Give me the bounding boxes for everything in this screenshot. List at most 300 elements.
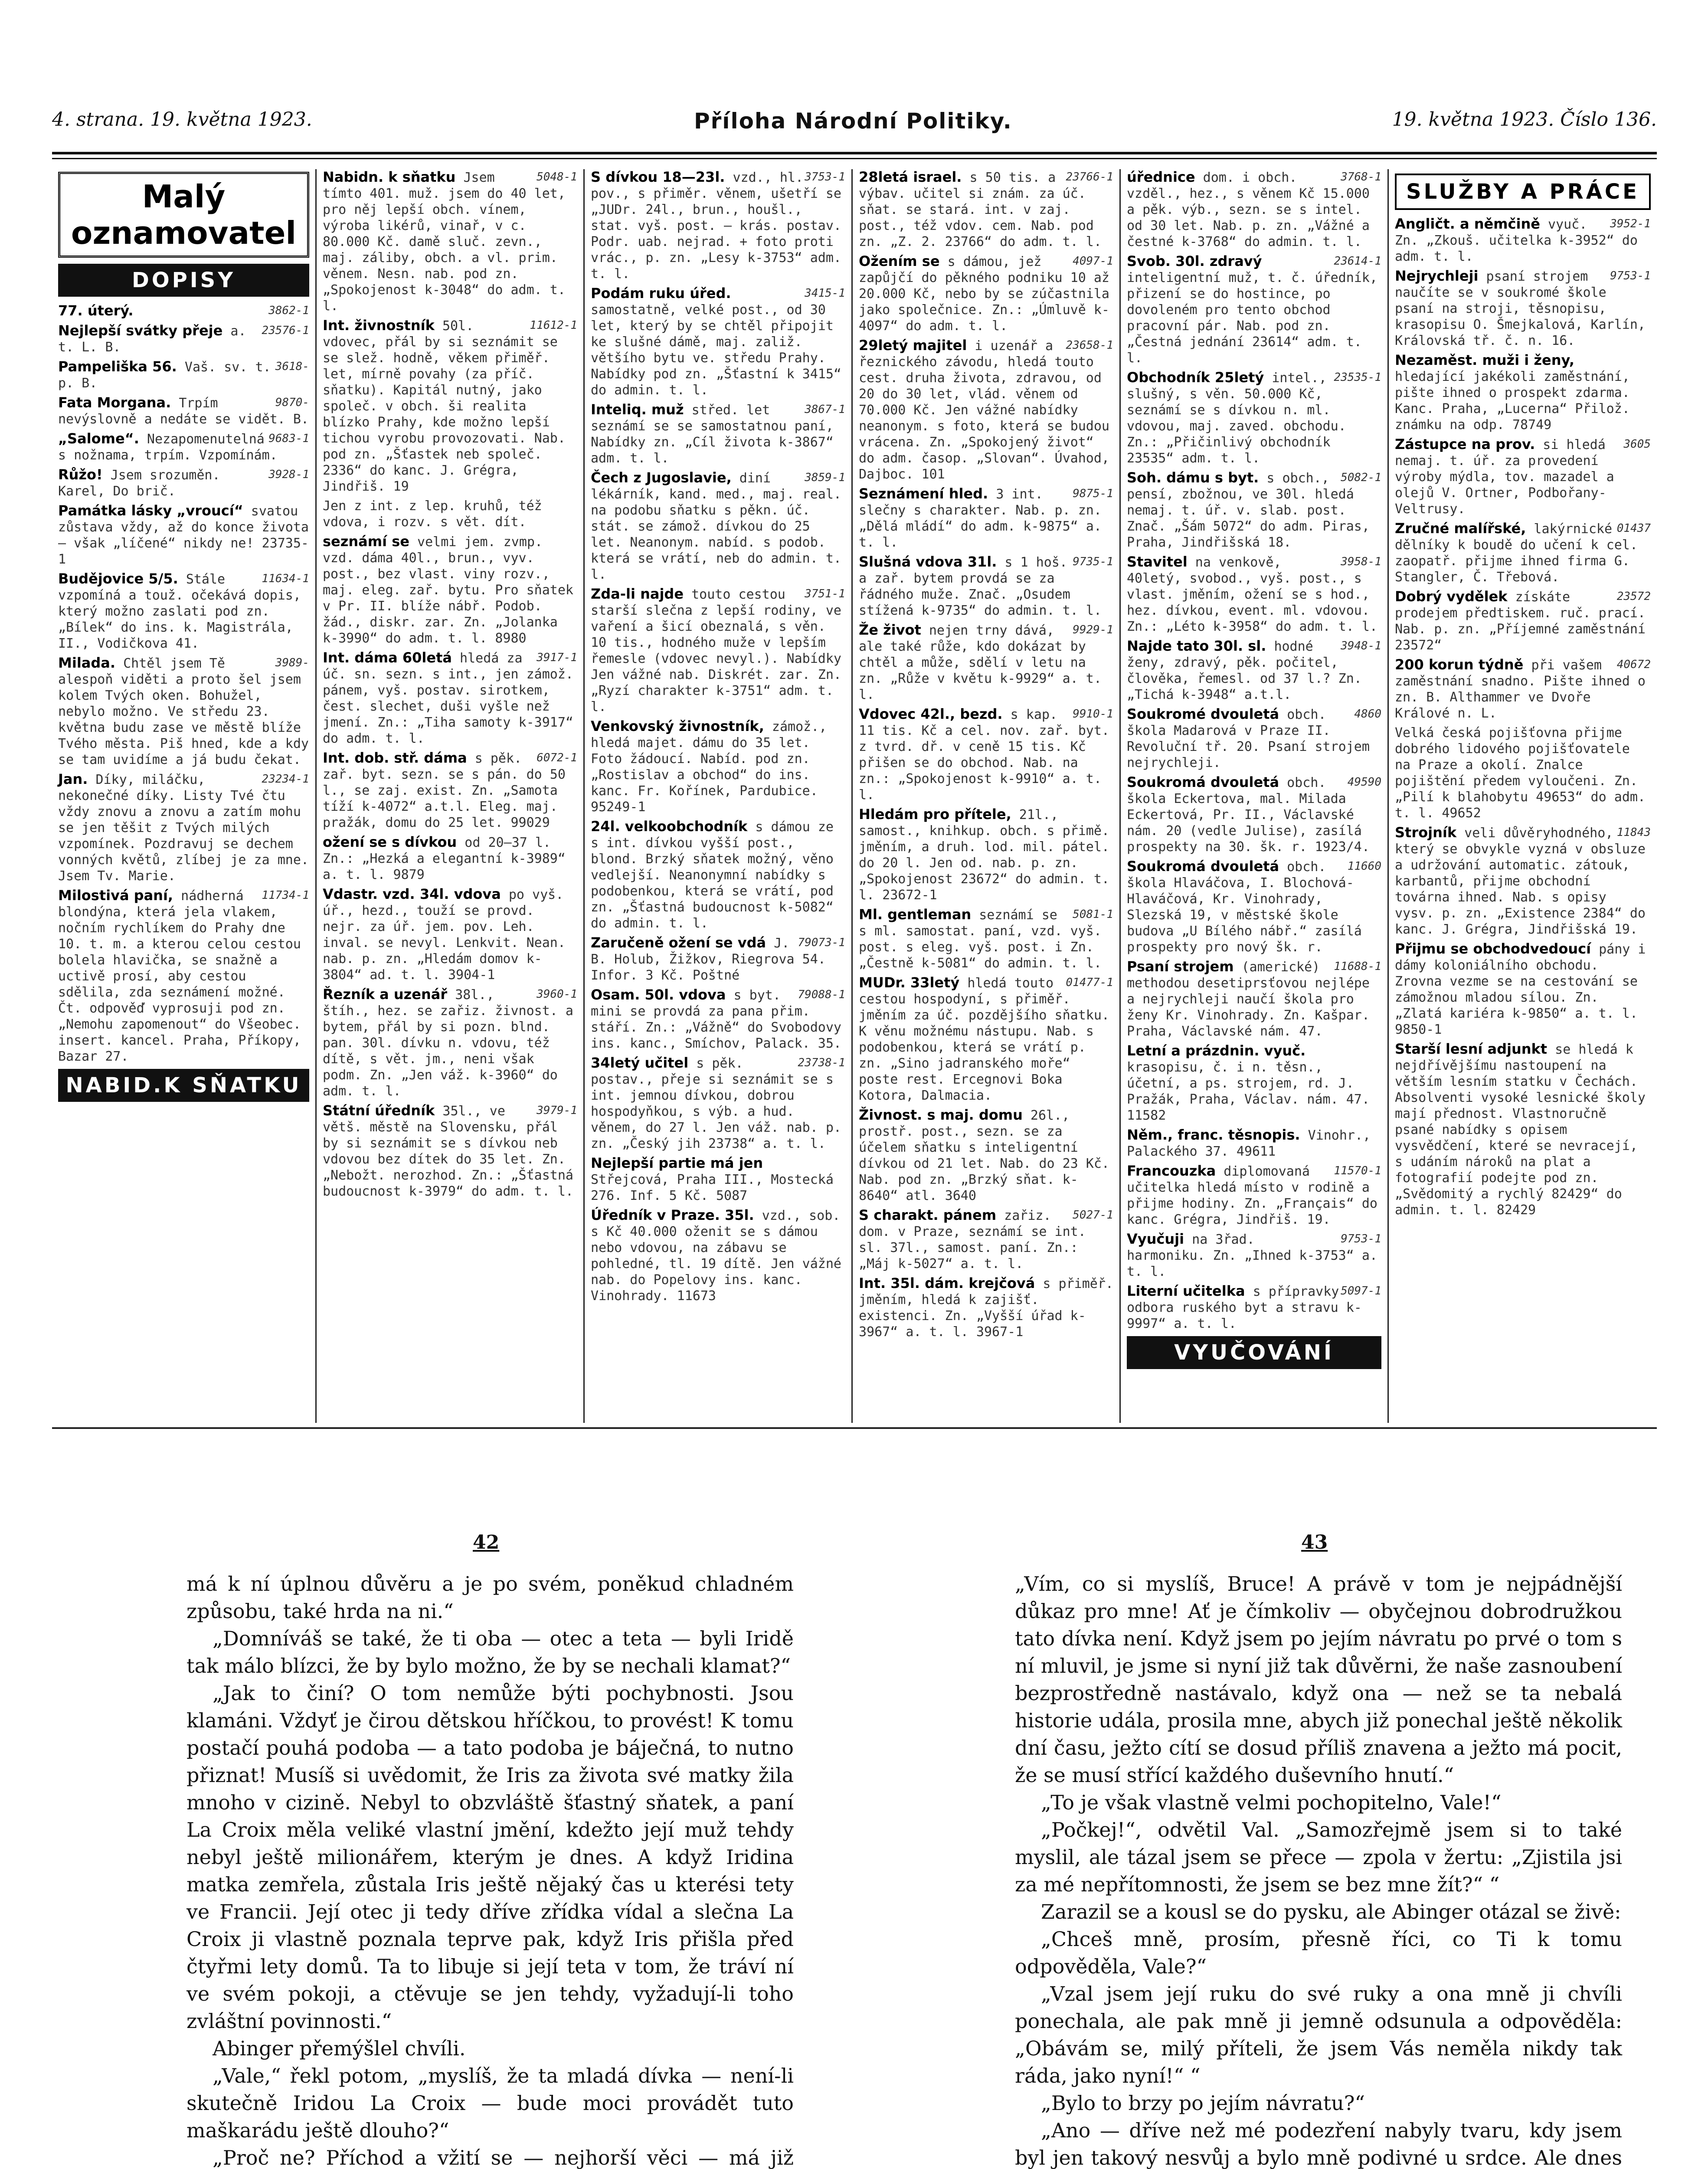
story-left-column xyxy=(187,1570,794,2169)
ad-title: Vyučuji xyxy=(1127,1231,1184,1247)
ad-code: 01477-1 xyxy=(1066,976,1113,989)
ad-title: Soukromá dvouletá xyxy=(1127,774,1279,790)
ad-body: dom. i obch. vzděl., hez., s věnem Kč 15.000 a pěk. výb., sezn. se s intel. od 30 let. Nab. p. zn. „Vážné a čestné k-3768“ do admin. t. l. xyxy=(1127,170,1370,249)
ad-title: Angličt. a němčině xyxy=(1395,216,1540,232)
ad-body: touto cestou starší slečna z lepší rodiny, ve vaření a šicí obeznalá, s věn. 10 tis., hodného muže v lepším řemesle (vdovec nevyl.). Nabídky Jen vážné nab. Diskrét. zar. Zn. „Ryzí charakter k-3751“ adm. t. l. xyxy=(591,587,841,714)
ad-body: s pěk. zař. byt. sezn. se s pán. do 50 l., se zaj. exist. Zn. „Samota tíží k-4072“ a.t.l. Eleg. maj. pražák, domu do 25 let. 99029 xyxy=(323,751,566,830)
ad-body: i uzenář a řeznického závodu, hledá touto cest. druha života, zdravou, od 20 do 30 let, vlád. věnem od 70.000 Kč. Jen vážné nabídky neanonym. s foto, která se budou vrácena. Zn. „Spokojený život“ do adm. časop. „Slovan“. Úvahod, Dajboc. 101 xyxy=(859,338,1109,482)
classified-ad xyxy=(591,1207,845,1304)
ad-title: Památka lásky „vroucí“ xyxy=(58,502,243,519)
classified-ad xyxy=(1395,825,1651,937)
ads-column-6 xyxy=(1389,169,1657,1423)
classified-ad xyxy=(1395,725,1651,821)
ad-body: s kap. 11 tis. Kč a cel. nov. zař. byt. z tvrd. dř. v ceně 15 tis. Kč přišen se do obchod. Nab. na zn.: „Spokojenost k-9910“ a. t. l. xyxy=(859,707,1109,803)
ad-title: Inteliq. muž xyxy=(591,401,684,418)
page-number-right: 43 xyxy=(1301,1531,1328,1553)
ad-title: Zda-li najde xyxy=(591,586,684,602)
ad-title: Francouzka xyxy=(1127,1163,1216,1179)
ad-body: s 1 hoš. a zař. bytem provdá se za řádného muže. Znač. „Osudem stížená k-9735“ do admin. t. l. xyxy=(859,555,1102,618)
ad-title: Státní úředník xyxy=(323,1102,435,1119)
ad-code: 9683-1 xyxy=(268,432,309,445)
classified-ad xyxy=(58,655,309,768)
ad-body: hodné ženy, zdravý, pěk. počitel, člověka, řemesl. od 37 l.? Zn. „Tichá k-3948“ a.t.l. xyxy=(1127,639,1362,702)
ad-code: 23576-1 xyxy=(262,324,309,337)
story-paragraph: „Vím, co si myslíš, Bruce! A právě v tom je nejpádnější důkaz pro mne! Ať je čímkoliv — obyčejnou dobrodružkou tato dívka není. Když jsem po jejím návratu po prvé o tom s ní mluvil, je jsme si nyní již tak důvěrni, že naše zasnoubení bezprostředně nastávalo, když ona — než se ta nebalá historie udála, prosila mne, abych již ponechal ještě několik dní času, ježto cítí se dosud příliš znavena a ježto má pocit, že se musí střící každého duševního hnutí.“ xyxy=(1015,1572,1622,1787)
classified-ad xyxy=(859,337,1113,482)
ad-body: nádherná blondýna, která jela vlakem, nočním rychlíkem do Prahy dne 10. t. m. a kterou celou cestou bolela hlavička, se snažně a uctivě prosí, aby cestou sdělila, zda seznámení možné. Čt. odpověď vyprosuji pod zn. „Nemohu zapomenout“ do Všeobec. insert. kancel. Praha, Příkopy, Bazar 27. xyxy=(58,888,301,1064)
ad-title: Živnost. s maj. domu xyxy=(859,1107,1023,1123)
ad-body: psaní strojem naučíte se v soukromé škole psaní na stroji, těsnopisu, krasopisu O. Šmejkalová, Karlín, Královská tř. č. n. 16. xyxy=(1395,269,1646,348)
ad-title: Růžo! xyxy=(58,466,103,483)
ad-title: S dívkou 18—23l. xyxy=(591,169,725,185)
classified-ad xyxy=(1127,706,1381,771)
ad-body: hledající jakékoli zaměstnání, pište ihned o prospekt zdarma. Kanc. Praha, „Lucerna“ Přilož. známku na odp. 78749 xyxy=(1395,369,1630,432)
classified-ad xyxy=(591,586,845,715)
ad-body: Trpím nevýslovně a nedáte se vidět. B. xyxy=(58,396,309,427)
ad-body: velmi jem. zvmp. vzd. dáma 40l., brun., vyv. post., bez vlast. viny rozv., maj. eleg. zař. bytu. Pro sňatek v Pr. II. blíže nábř. Podob. žád., diskr. zar. Zn. „Jolanka k-3990“ do adm. t. l. 8980 xyxy=(323,534,573,646)
ad-code: 3605 xyxy=(1623,438,1651,451)
ad-code: 3859-1 xyxy=(805,471,845,484)
ad-title: Vdovec 42l., bezd. xyxy=(859,706,1003,722)
ad-code: 5048-1 xyxy=(537,170,577,183)
ad-body: lakýrnické dělníky k boudě do učení k cel. zaopatř. přijme ihned firma G. Stangler, Č. Třebová. xyxy=(1395,521,1638,585)
ad-title: Dobrý vydělek xyxy=(1395,588,1508,605)
ad-title: Pampeliška 56. xyxy=(58,358,177,375)
ad-code: 23766-1 xyxy=(1066,170,1113,183)
classified-ad xyxy=(1127,1283,1381,1332)
classified-ad xyxy=(1127,1231,1381,1280)
classified-ad xyxy=(591,718,845,815)
ad-code: 4860 xyxy=(1354,708,1381,721)
header-rule xyxy=(52,152,1657,154)
ad-code: 3862-1 xyxy=(268,304,309,317)
ad-title: Budějovice 5/5. xyxy=(58,570,178,587)
ad-body: od 20—37 l. Zn.: „Hezká a elegantní k-3989“ a. t. l. 9879 xyxy=(323,835,566,882)
classified-ad xyxy=(58,503,309,567)
classified-ad xyxy=(859,1275,1113,1340)
ad-code: 4097-1 xyxy=(1073,255,1113,268)
ad-code: 3979-1 xyxy=(537,1104,577,1117)
section-banner-vyucovani: VYUČOVÁNÍ xyxy=(1127,1336,1381,1369)
ad-code: 01437 xyxy=(1616,522,1651,535)
ad-title: Úředník v Praze. 35l. xyxy=(591,1207,754,1223)
ad-code: 23614-1 xyxy=(1334,255,1381,268)
header-right: 19. května 1923. Číslo 136. xyxy=(1392,108,1657,131)
ad-body: samostatně, velké post., od 30 let, který by se chtěl připojit ke slušné dámě, maj. zaliž. většího bytu ve. středu Prahy. Nabídky pod zn. „Šťastní k 3415“ do admin. t. l. xyxy=(591,302,841,398)
page-header xyxy=(52,108,1657,147)
ad-code: 11660 xyxy=(1347,860,1381,873)
classified-ad xyxy=(1127,554,1381,635)
page-number-left: 42 xyxy=(473,1531,500,1553)
ad-title: seznámí se xyxy=(323,533,409,550)
classified-ad xyxy=(1395,216,1651,265)
ad-title: Starší lesní adjunkt xyxy=(1395,1041,1548,1057)
masthead-line-1: Malý xyxy=(142,178,226,215)
classified-ad xyxy=(1127,253,1381,366)
ad-body: diplomovaná učitelka hledá místo v rodině a přijme hodiny. Zn. „Français“ do kanc. Grégra, Jindřiš. 19. xyxy=(1127,1164,1378,1227)
classified-ad xyxy=(1127,470,1381,550)
ad-title: ožení se s dívkou xyxy=(323,834,457,850)
ad-title: Nabidn. k sňatku xyxy=(323,169,456,185)
story-paragraph: „Bylo to brzy po jejím návratu?“ xyxy=(1041,2091,1365,2115)
classified-ad xyxy=(323,318,577,495)
ads-column-4 xyxy=(853,169,1121,1423)
ad-body: 21l., samost., knihkup. obch. s přimě. jměním, a druh. lod. mil. pátel. do 20 l. Jen od. nab. p. zn. „Spokojenost 23672“ do admin. t. l. 23672-1 xyxy=(859,807,1109,903)
classified-ad xyxy=(1127,638,1381,703)
ad-body: zámož., hledá majet. dámu do 35 let. Foto žádoucí. Nabíd. pod zn. „Rostislav a obchod“ do ins. kanc. Fr. Kořínek, Pardubice. 95249-1 xyxy=(591,719,827,815)
ad-body: vzd., hl. pov., s přiměr. věnem, ušetří se „JUDr. 24l., brun., houšl., stat. vyš. post. — krás. postav. Podr. uab. nejrad. + foto proti vrác., p. zn. „Lesy k-3753“ adm. t. l. xyxy=(591,170,841,282)
ad-body: Střejcová, Praha III., Mostecká 276. Inf. 5 Kč. 5087 xyxy=(591,1172,834,1203)
story-paragraph: „Ano — dříve než mé podezření nabyly tvaru, kdy jsem byl jen takový nesvůj a bylo mně podivné u srdce. Ale dnes xyxy=(1015,2119,1622,2169)
classified-ad xyxy=(323,650,577,747)
ad-title: Zaručeně ožení se vdá xyxy=(591,934,766,951)
story-right-column xyxy=(1015,1570,1622,2169)
ad-body: po vyš. úř., hezd., touží se provd. nejr. za úř. jem. pov. Leh. inval. se nevyl. Lenkvit. Nean. nab. p. zn. „Hledám domov k-3804“ ad. t. l. 3904-1 xyxy=(323,887,566,983)
ad-body: 50l. vdovec, přál by si seznámit se se slež. hodně, věkem přiměř. let, mírně povahy (za příč. sňatku). Kapitál nutný, jako společ. v obch. ši realita blízko Prahy, kde možno lepší tichou vyrobu provozovati. Nab. pod zn. „Šťastek neb společ. 2336“ do kanc. J. Grégra, Jindřiš. 19 xyxy=(323,318,566,494)
classified-ad xyxy=(859,169,1113,250)
ad-code: 5097-1 xyxy=(1341,1284,1381,1297)
ad-title: Soh. dámu s byt. xyxy=(1127,469,1259,486)
ad-code: 79073-1 xyxy=(798,936,845,949)
ad-code: 11570-1 xyxy=(1334,1164,1381,1177)
section-banner-sluzby: SLUŽBY A PRÁCE xyxy=(1395,174,1651,210)
ad-title: 200 korun týdně xyxy=(1395,656,1524,673)
classified-ad xyxy=(859,806,1113,903)
ad-title: Něm., franc. těsnopis. xyxy=(1127,1127,1300,1143)
ad-title: Přijmu se obchodvedoucí xyxy=(1395,940,1591,957)
ad-code: 11612-1 xyxy=(530,319,577,332)
classified-ad xyxy=(859,1207,1113,1272)
ad-title: Podám ruku úřed. xyxy=(591,285,731,301)
ad-title: Venkovský živnostník, xyxy=(591,718,764,734)
ad-body: krasopisu, č. i n. těsn., účetní, a ps. strojem, rd. J. Pražák, Praha, Václav. nám. 47. 11582 xyxy=(1127,1060,1370,1123)
classified-ad xyxy=(591,402,845,466)
ad-title: Čech z Jugoslavie, xyxy=(591,469,732,486)
ad-title: úřednice xyxy=(1127,169,1195,185)
classified-ad xyxy=(1395,521,1651,585)
ads-list xyxy=(859,169,1113,1340)
ad-code: 3952-1 xyxy=(1610,217,1651,230)
classified-ad xyxy=(58,771,309,884)
ad-body: s dámou ze s int. dívkou vyšší post., blond. Brzký sňatek možný, věno vedlejší. Neanonymní nabídky s podobenkou, která se vrátí, pod zn. „Šťastná budoucnost k-5082“ do admin. t. l. xyxy=(591,819,834,931)
ad-code: 5082-1 xyxy=(1341,471,1381,484)
ad-body: (americké) methodou desetiprsťovou nejlépe a nejrychleji naučí škola pro ženy Kr. Vinohrady. Zn. Kašpar. Praha, Václavské nám. 47. xyxy=(1127,960,1370,1039)
classified-ad xyxy=(323,986,577,1099)
ad-title: Nejlepší partie má jen xyxy=(591,1155,763,1171)
ad-body: obch. škola Madarová v Praze II. Revoluční tř. 20. Psaní strojem nejrychleji. xyxy=(1127,707,1370,770)
ad-title: 28letá israel. xyxy=(859,169,962,185)
ad-code: 3958-1 xyxy=(1341,555,1381,568)
ad-title: Int. dob. stř. dáma xyxy=(323,750,467,766)
ad-body: na 3řad. harmoniku. Zn. „Ihned k-3753“ a. t. l. xyxy=(1127,1232,1378,1279)
ad-body: 26l., prostř. post., sezn. se za účelem sňatku s inteligentní dívkou od 21 let. Nab. do 23 Kč. Nab. pod zn. „Brzký sňat. k-8640“ atl. 3640 xyxy=(859,1108,1109,1203)
ad-code: 11634-1 xyxy=(262,572,309,585)
ad-body: Nezapomenutelná s nožnama, trpím. Vzpomínám. xyxy=(58,432,278,463)
ad-code: 9735-1 xyxy=(1073,555,1113,568)
ad-title: Ožením se xyxy=(859,253,940,269)
ad-code: 3917-1 xyxy=(537,651,577,664)
ad-code: 23572 xyxy=(1616,590,1651,603)
classified-ad xyxy=(859,622,1113,703)
ad-body: při vašem zaměstnání snadno. Pište ihned o zn. B. Althammer ve Dvoře Králové n. L. xyxy=(1395,658,1646,721)
ad-code: 6072-1 xyxy=(537,751,577,764)
classified-ad xyxy=(323,534,577,646)
ad-code: 3928-1 xyxy=(268,468,309,481)
ad-body: veli důvěryhodného, který se obvykle vyzná v obsluze a udržování automatic. zátouk, karbantů, přijme obchodní továrna ihned. Nab. s opisy vysv. p. zn. „Existence 2384“ do kanc. J. Grégra, Jindřišská 19. xyxy=(1395,826,1646,937)
ad-code: 9753-1 xyxy=(1610,269,1651,282)
ads-list xyxy=(591,169,845,1304)
ad-code: 3618- xyxy=(275,360,309,373)
story-paragraph: „To je však vlastně velmi pochopitelno, Vale!“ xyxy=(1041,1791,1502,1814)
ad-body: Jen z int. z lep. kruhů, též vdova, i rozv. s vět. dít. xyxy=(323,498,542,530)
ad-body: Chtěl jsem Tě alespoň viděti a proto šel jsem kolem Tvých oken. Bohužel, nebylo možno. Ve středu 23. května budu zase ve městě blíže Tvého města. Piš hned, kde a kdy se tam uvidíme a já budu čekat. xyxy=(58,656,309,767)
ad-body: diní lékárník, kand. med., maj. real. na podobu sňatku s pěkn. úč. stát. se zámož. dívkou do 25 let. Neanonym. nabíd. s podob. která se vrátí, neb do admin. t. l. xyxy=(591,471,841,582)
ad-body: obch. škola Hlaváčova, I. Blochová-Hlaváčová, Kr. Vinohrady, Slezská 19, v městské škole budova „U Bílého nábř.“ zasílá prospekty pro nový šk. r. xyxy=(1127,859,1362,955)
ad-body: J. B. Holub, Žižkov, Riegrova 54. Infor. 3 Kč. Poštné xyxy=(591,936,826,983)
ad-title: Jan. xyxy=(58,771,88,787)
section-banner-dopisy: DOPISY xyxy=(58,264,309,297)
ad-body: seznámí se s ml. samostat. paní, vzd. vyš. post. s eleg. vyš. post. i Zn. „Čestně k-5081“ do admin. t. l. xyxy=(859,908,1102,971)
ad-title: Ml. gentleman xyxy=(859,906,972,923)
fold-rule xyxy=(52,1427,1657,1429)
section-banner-snatky: NABID.K SŇATKU xyxy=(58,1069,309,1102)
ad-body: nejen trny dává, ale také růže, kdo dokázat by chtěl a může, sdělí v letu na zn. „Růže v květu k-9929“ a. t. l. xyxy=(859,623,1102,702)
ad-code: 23535-1 xyxy=(1334,371,1381,384)
story-paragraph: „Chceš mně, prosím, přesně říci, co Ti k tomu odpověděla, Vale?“ xyxy=(1015,1927,1622,1978)
ad-body: s byt. mini se provdá za pana přim. stáří. Zn.: „Vážně“ do Svobodovy ins. kanc., Smíchov, Palack. 35. xyxy=(591,988,841,1051)
ad-title: Milada. xyxy=(58,655,116,671)
ad-title: Zručné malířské, xyxy=(1395,520,1526,537)
ad-title: 29letý majitel xyxy=(859,337,967,354)
classified-ad xyxy=(1127,1163,1381,1228)
story-paragraph: „Počkej!“, odvětil Val. „Samozřejmě jsem si to také myslil, ale tázal jsem se přece — zpola v žertu: „Zjistila jsi za mé nepřítomnosti, že jsem se bez mne žít?“ “ xyxy=(1015,1818,1622,1896)
ad-title: 77. úterý. xyxy=(58,302,134,319)
header-center: Příloha Národní Politiky. xyxy=(694,108,1012,134)
ad-title: Int. dáma 60letá xyxy=(323,649,452,666)
story-paragraph: „Proč ne? Příchod a vžití se — nejhorší věci — má již xyxy=(213,2146,794,2169)
ad-code: 40672 xyxy=(1616,658,1651,671)
ad-title: Nezaměst. muži i ženy, xyxy=(1395,352,1574,368)
classified-ad xyxy=(859,554,1113,619)
ad-body: Jsem srozuměn. Karel, Do brič. xyxy=(58,468,220,499)
story-paragraph: Zarazil se a kousl se do pysku, ale Abinger otázal se živě: xyxy=(1041,1900,1621,1923)
ad-title: Nejlepší svátky přeje xyxy=(58,322,223,339)
ad-code: 3415-1 xyxy=(805,287,845,300)
ads-list xyxy=(1395,216,1651,1218)
ads-list xyxy=(58,303,309,1065)
ads-column-2 xyxy=(317,169,585,1423)
ads-list xyxy=(323,169,577,1199)
ads-column-3 xyxy=(585,169,853,1423)
classified-ad xyxy=(1395,589,1651,653)
ad-body: získáte prodejem předtiskem. ruč. prací. Nab. p. zn. „Příjemné zaměstnání 23572“ xyxy=(1395,590,1646,653)
ad-title: 24l. velkoobchodník xyxy=(591,818,748,835)
ad-title: Zástupce na prov. xyxy=(1395,436,1535,452)
classified-ad xyxy=(1395,657,1651,721)
ad-code: 11734-1 xyxy=(262,889,309,902)
header-rule-thin xyxy=(52,158,1657,159)
ad-code: 3867-1 xyxy=(805,403,845,416)
ad-code: 3960-1 xyxy=(537,988,577,1001)
ad-title: Letní a prázdnin. vyuč. xyxy=(1127,1042,1306,1059)
ad-body: s obch., pensí, zbožnou, ve 30l. hledá nemaj. t. úř. v. slab. post. Znač. „Šám 5072“ do adm. Piras, Praha, Jindřišská 18. xyxy=(1127,471,1370,550)
ads-list xyxy=(1127,169,1381,1332)
classified-ad xyxy=(58,303,309,319)
ad-body: s dámou, jež zapůjčí do pěkného podniku 10 až 20.000 Kč, nebo by se zúčastnila jako společnice. Zn.: „Úmluvě k-4097“ do adm. t. l. xyxy=(859,254,1109,334)
ad-body: Jsem tímto 401. muž. jsem do 40 let, pro něj lepší obch. vínem, výroba likérů, vinař, v c. 80.000 Kč. damě sluč. zevn., maj. záliby, obch. a vl. prim. věnem. Nesn. nab. pod zn. „Spokojenost k-3048“ do adm. t. l. xyxy=(323,170,566,314)
classified-ad xyxy=(1395,352,1651,433)
ad-body: 35l., ve větš. městě na Slovensku, přál by si seznámit se s dívkou neb vdovou bez dítek do 35 let. Zn. „Nebožt. nerozhod. Zn.: „Šťastná budoucnost k-3979“ do adm. t. l. xyxy=(323,1104,573,1199)
ad-body: Velká česká pojišťovna přijme dobrého lidového pojišťovatele na Praze a okolí. Znalce pojištění předem vyloučeni. Zn. „Pilí k blahobytu 49653“ do adm. t. l. 49652 xyxy=(1395,725,1646,821)
ad-body: s přípravky odbora ruského byt a stravu k-9997“ a. t. l. xyxy=(1127,1284,1362,1331)
classified-ad xyxy=(323,750,577,831)
ad-body: si hledá nemaj. t. úř. za provedení výroby mýdla, tov. mazadel a olejů V. Ortner, Podbořany-Veltrusy. xyxy=(1395,437,1614,517)
ad-body: se hledá k nejdřívějšímu nastoupení na větším lesním statku v Čechách. Absolventi vysoké lesnické školy mají přednost. Vlastnoručně psané nabídky s opisem vysvědčení, které se nevracejí, s udáním nároků na plat a fotografií podejte pod zn. „Svědomitý a rychlý 82429“ do admin. t. l. 82429 xyxy=(1395,1042,1646,1218)
classified-ad xyxy=(591,470,845,583)
ad-body: na venkově, 40letý, svobod., vyš. post., s vlast. jměním, ožení se s hod., hez. dívkou, event. ml. vdovou. Zn.: „Léto k-3958“ do adm. t. l. xyxy=(1127,555,1378,634)
ad-title: Že život xyxy=(859,622,921,638)
classified-ad xyxy=(591,1055,845,1152)
story-paragraph: Abinger přemýšlel chvíli. xyxy=(213,2037,466,2060)
classified-ad xyxy=(1395,268,1651,349)
ad-title: 34letý učitel xyxy=(591,1055,689,1071)
masthead xyxy=(58,172,309,258)
classified-ad xyxy=(1395,1041,1651,1218)
ad-code: 9875-1 xyxy=(1073,487,1113,500)
ad-code: 5027-1 xyxy=(1073,1209,1113,1222)
classified-ad xyxy=(1127,1043,1381,1124)
ad-title: Obchodník 25letý xyxy=(1127,369,1264,386)
ad-title: S charakt. pánem xyxy=(859,1207,997,1223)
ad-title: Int. živnostník xyxy=(323,317,435,334)
classified-ad xyxy=(58,467,309,499)
classified-ad xyxy=(1127,169,1381,250)
classified-ad xyxy=(58,431,309,463)
ad-body: svatou zůstava vždy, až do konce života — však „líčené“ nikdy ne! 23735-1 xyxy=(58,504,309,567)
classified-ad xyxy=(591,819,845,931)
classified-ad xyxy=(58,359,309,391)
ad-title: MUDr. 33letý xyxy=(859,974,960,991)
ad-title: Milostivá paní, xyxy=(58,887,173,904)
ad-title: Řezník a uzenář xyxy=(323,986,448,1003)
classified-ads xyxy=(52,169,1657,1423)
ad-title: Svob. 30l. zdravý xyxy=(1127,253,1262,269)
ad-body: vyuč. Zn. „Zkouš. učitelka k-3952“ do adm. t. l. xyxy=(1395,217,1638,264)
classified-ad xyxy=(591,987,845,1052)
classified-ad xyxy=(1127,370,1381,466)
ad-code: 9929-1 xyxy=(1073,623,1113,636)
ad-code: 3948-1 xyxy=(1341,639,1381,652)
ad-title: Psaní strojem xyxy=(1127,958,1234,975)
ad-title: Soukromá dvouletá xyxy=(1127,858,1279,875)
classified-ad xyxy=(591,1155,845,1204)
ad-body: a. t. L. B. xyxy=(58,324,246,355)
ad-code: 79088-1 xyxy=(798,988,845,1001)
ad-code: 11843 xyxy=(1616,826,1651,839)
classified-ad xyxy=(323,834,577,883)
ad-title: Seznámení hled. xyxy=(859,485,988,502)
ad-code: 5081-1 xyxy=(1073,908,1113,921)
ad-code: 11688-1 xyxy=(1334,960,1381,973)
ad-title: Int. 35l. dám. krejčová xyxy=(859,1275,1035,1291)
ad-title: Najde tato 30l. sl. xyxy=(1127,638,1266,654)
ad-code: 49590 xyxy=(1347,776,1381,789)
ad-code: 3989- xyxy=(275,656,309,669)
classified-ad xyxy=(859,907,1113,971)
ad-title: Nejrychleji xyxy=(1395,268,1479,284)
classified-ad xyxy=(1127,1127,1381,1160)
story-paragraph: „Vale,“ řekl potom, „myslíš, že ta mladá dívka — není-li skutečně Iridou La Croix — bude moci provádět tuto maškarádu ještě dlouho?“ xyxy=(187,2064,794,2142)
ad-code: 9870- xyxy=(275,396,309,409)
classified-ad xyxy=(591,935,845,983)
ad-title: Strojník xyxy=(1395,824,1457,841)
classified-ad xyxy=(323,886,577,983)
ad-body: hledá za úč. sn. sezn. s int., jen zámož. pánem, vyš. postav. sirotkem, čest. slechet, duši vyšle než jmení. Zn.: „Tiha samoty k-3917“ do adm. t. l. xyxy=(323,651,573,746)
classified-ad xyxy=(58,571,309,652)
ad-code: 3753-1 xyxy=(805,170,845,183)
ad-body: intel., slušný, s věn. 50.000 Kč, seznámí se s dívkou n. ml. vdovou, maj. zaved. obchodu. Zn.: „Přičinlivý obchodník 23535“ adm. t. l. xyxy=(1127,370,1346,466)
classified-ad xyxy=(58,323,309,355)
ad-code: 3768-1 xyxy=(1341,170,1381,183)
ad-title: Vdastr. vzd. 34l. vdova xyxy=(323,886,501,902)
ad-body: vzd., sob. s Kč 40.000 oženit se s dámou nebo vdovou, na zábavu se pohledné, tl. 19 dítě. Jen vážné nab. do Popelovy ins. kanc. Vinohrady. 11673 xyxy=(591,1208,841,1304)
ad-code: 23658-1 xyxy=(1066,339,1113,352)
classified-ad xyxy=(1127,858,1381,955)
ad-title: Stavitel xyxy=(1127,554,1188,570)
classified-ad xyxy=(859,975,1113,1104)
story-paragraph: „Domníváš se také, že ti oba — otec a teta — byli Iridě tak málo blízci, že by bylo možno, že by se nechali klamat?“ xyxy=(187,1627,794,1678)
ad-body: střed. let seznámí se se samostatnou paní, Nabídky zn. „Cíl života k-3867“ adm. t. l. xyxy=(591,403,834,466)
ad-body: 3 int. slečny s charakter. Nab. p. zn. „Dělá mládí“ do adm. k-9875“ a. t. l. xyxy=(859,487,1102,550)
classified-ad xyxy=(859,706,1113,803)
classified-ad xyxy=(591,285,845,398)
masthead-line-2: oznamovatel xyxy=(71,215,297,251)
classified-ad xyxy=(1395,436,1651,517)
ads-column-5 xyxy=(1121,169,1389,1423)
ad-title: Slušná vdova 31l. xyxy=(859,554,997,570)
classified-ad xyxy=(323,169,577,314)
ad-body: zařiz. dom. v Praze, seznámí se int. sl. 37l., samost. paní. Zn.: „Máj k-5027“ a. t. l. xyxy=(859,1208,1086,1271)
ad-code: 23234-1 xyxy=(262,773,309,786)
ad-code: 9910-1 xyxy=(1073,708,1113,721)
ad-title: „Salome“. xyxy=(58,430,139,447)
classified-ad xyxy=(1127,774,1381,855)
ad-title: Osam. 50l. vdova xyxy=(591,986,726,1003)
ad-body: 38l., štíh., hez. se zařiz. živnost. a bytem, přál by si pozn. blnd. pan. 30l. dívku n. vdovu, též dítě, s vět. jm., neni však podm. Zn. „Jen váž. k-3960“ do adm. t. l. xyxy=(323,987,573,1099)
ad-code: 3751-1 xyxy=(805,587,845,600)
classified-ad xyxy=(1395,941,1651,1038)
ad-body: Díky, miláčku, nekonečné díky. Listy Tvé čtu vždy znovu a znovu a zatím mohu se jen těšit z Tvých milých vzpomínek. Pozdravuj se dechem vonných květů, zlíbej je za mne. Jsem Tv. Marie. xyxy=(58,772,309,884)
ad-body: s přiměř. jměním, hledá k zajišť. existenci. Zn. „Vyšší úřad k-3967“ a. t. l. 3967-1 xyxy=(859,1276,1113,1340)
ad-body: pány i dámy koloniálního obchodu. Zrovna vezme se na cestování se zámožnou mladou sílou. Zn. „Zlatá kariéra k-9850“ a. t. l. 9850-1 xyxy=(1395,942,1646,1037)
ad-body: Vaš. sv. t. p. B. xyxy=(58,360,271,391)
ad-title: Fata Morgana. xyxy=(58,394,171,411)
classified-ad xyxy=(323,1103,577,1199)
classified-ad xyxy=(859,253,1113,334)
ad-code: 23738-1 xyxy=(798,1056,845,1069)
classified-ad xyxy=(859,1107,1113,1204)
ad-body: Stále vzpomíná a touž. očekává dopis, který možno zaslati pod zn. „Bílek“ do ins. k. Magistrála, II., Vodičkova 41. xyxy=(58,572,301,651)
ad-title: Hledám pro přítele, xyxy=(859,806,1011,822)
ad-body: s pěk. postav., přeje si seznámit se s int. jemnou dívkou, dobrou hospodyňkou, s výb. a hud. věnem, do 27 l. Jen váž. nab. p. zn. „Český jih 23738“ a. t. l. xyxy=(591,1056,841,1151)
classified-ad xyxy=(323,498,577,530)
ad-body: obch. škola Eckertova, mal. Milada Eckertová, Pr. II., Václavské nám. 20 (vedle Julise), zasílá prospekty na 30. šk. r. 1923/4. xyxy=(1127,775,1370,855)
ad-body: Vinohr., Palackého 37. 49611 xyxy=(1127,1128,1371,1159)
story-paragraph: „Vzal jsem její ruku do své ruky a ona mně ji chvíli ponechala, ale pak mně ji jemně odsunula a odpověděla: „Obávám se, milý příteli, že jsem Vás neměla nikdy tak ráda, jako nyní!“ “ xyxy=(1015,1982,1622,2087)
ad-body: s 50 tis. a výbav. učitel si znám. za úč. sňat. se stará. int. v zaj. post., též vdov. cem. Nab. pod zn. „Z. 2. 23766“ do adm. t. l. xyxy=(859,170,1102,249)
story-paragraph: má k ní úplnou důvěru a je po svém, poněkud chladném způsobu, také hrda na ni.“ xyxy=(187,1572,794,1623)
classified-ad xyxy=(58,888,309,1065)
